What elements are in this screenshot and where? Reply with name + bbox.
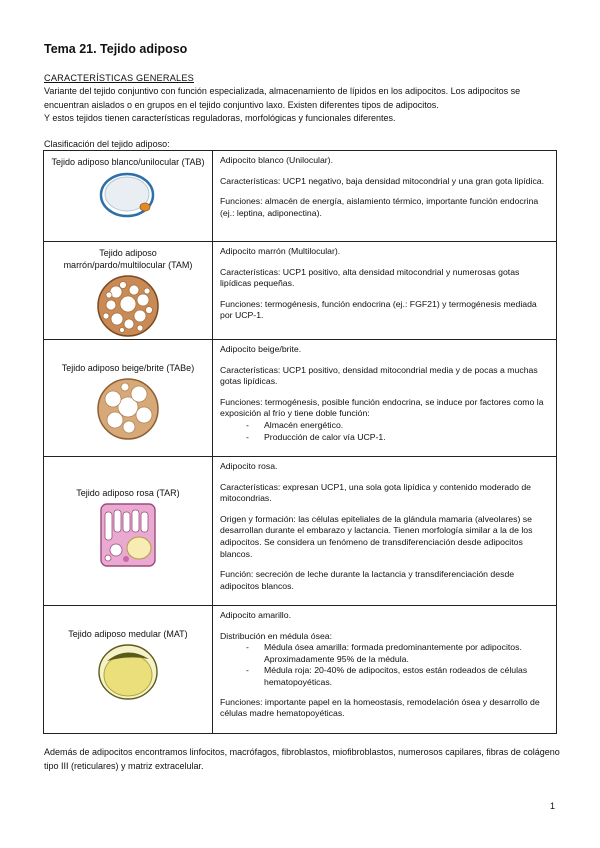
footer-text: Además de adipocitos encontramos linfocitos, macrófagos, fibroblastos, miofibroblastos, numerosos capilares, fibras de colágeno tipo III (reticulares) y matriz extracelular. (44, 747, 560, 771)
white-adipocyte-illustration (99, 171, 157, 219)
functions-text: Funciones: termogénesis, posible función endocrina, se induce por factores como la exposición al frío y tiene doble función: (220, 396, 544, 419)
table-row (44, 340, 557, 457)
description-cell (213, 606, 557, 734)
tissue-label: Tejido adiposo beige/brite (TABe) (61, 363, 195, 373)
cell-type: Adipocito rosa. (220, 461, 278, 471)
tissue-label: Tejido adiposo marrón/pardo/multilocular (TAM) (63, 248, 193, 270)
intro-paragraph: Y estos tejidos tienen características reguladoras, morfológicas y funcionales diferentes. (44, 113, 396, 124)
list-item: - Médula roja: 20-40% de adipocitos, estos están rodeados de células hematopoyéticas. (250, 665, 550, 688)
table-row (44, 457, 557, 606)
functions-text: Funciones: importante papel en la homeostasis, remodelación ósea y desarrollo de células madre hematopoyéticas. (220, 696, 540, 719)
description-cell (213, 457, 557, 606)
classification-label: Clasificación del tejido adiposo: (44, 139, 170, 149)
section-heading: CARACTERÍSTICAS GENERALES (44, 73, 194, 83)
function-list (220, 420, 550, 443)
cell-type: Adipocito amarillo. (220, 610, 291, 620)
tissue-label: Tejido adiposo rosa (TAR) (76, 488, 180, 498)
functions-text: Funciones: termogénesis, función endocrina (ej.: FGF21) y termogénesis mediada por UCP-1. (220, 298, 537, 321)
distribution-list (220, 642, 550, 688)
tissue-cell (44, 340, 213, 457)
table-row (44, 151, 557, 242)
cell-type: Adipocito beige/brite. (220, 344, 302, 354)
cell-type: Adipocito marrón (Multilocular). (220, 246, 341, 256)
features-text: Características: UCP1 positivo, alta densidad mitocondrial y numerosas gotas lipídicas pequeñas. (220, 266, 520, 289)
tissue-cell (44, 457, 213, 606)
features-text: Características: UCP1 positivo, densidad mitocondrial media y de pocas a muchas gotas lipídicas. (220, 364, 538, 387)
intro-text (44, 85, 564, 126)
page-number: 1 (550, 801, 556, 811)
yellow-adipocyte-illustration (97, 643, 159, 701)
page-title: Tema 21. Tejido adiposo (44, 42, 188, 56)
functions-text: Función: secreción de leche durante la lactancia y transdiferenciación desde adipocitos blancos. (220, 569, 515, 591)
intro-paragraph: Variante del tejido conjuntivo con función especializada, almacenamiento de lípidos en los adipocitos. Los adipocitos se encuentran aislados o en grupos en el tejido conjuntivo laxo. Existen diferentes tipos de adipocitos. (44, 86, 521, 110)
tissue-cell (44, 151, 213, 242)
features-text: Características: expresan UCP1, una sola gota lipídica y contenido moderado de mitocondrias. (220, 481, 531, 504)
features-text: Características: UCP1 negativo, baja densidad mitocondrial y una gran gota lipídica. (220, 175, 545, 186)
tissue-label: Tejido adiposo blanco/unilocular (TAB) (51, 157, 205, 167)
list-item: - Producción de calor vía UCP-1. (250, 432, 550, 444)
origin-text: Origen y formación: las células epiteliales de la glándula mamaria (alveolares) se desarrollan durante el embarazo y lactancia. Tienen morfología similar a la de los adipocitos. Se considera un fenómeno de transdiferenciación desde adipocitos blancos. (220, 513, 533, 559)
functions-text: Funciones: almacén de energía, aislamiento térmico, importante función endocrina (ej.: leptina, adiponectina). (220, 196, 539, 218)
list-item: - Almacén energético. (250, 420, 550, 432)
brown-adipocyte-illustration (96, 274, 160, 338)
tissue-label: Tejido adiposo medular (MAT) (68, 629, 188, 639)
pink-adipocyte-illustration (99, 502, 157, 568)
list-item: - Médula ósea amarilla: formada predominantemente por adipocitos. Aproximadamente 95% de la médula. (250, 642, 550, 665)
description-cell (213, 151, 557, 242)
table-row (44, 606, 557, 734)
distribution-text: Distribución en médula ósea: (220, 630, 333, 641)
tissue-cell (44, 606, 213, 734)
beige-adipocyte-illustration (96, 377, 160, 441)
description-cell (213, 340, 557, 457)
classification-table (43, 150, 557, 734)
tissue-cell (44, 242, 213, 340)
description-cell (213, 242, 557, 340)
table-row (44, 242, 557, 340)
cell-type: Adipocito blanco (Unilocular). (220, 155, 333, 165)
